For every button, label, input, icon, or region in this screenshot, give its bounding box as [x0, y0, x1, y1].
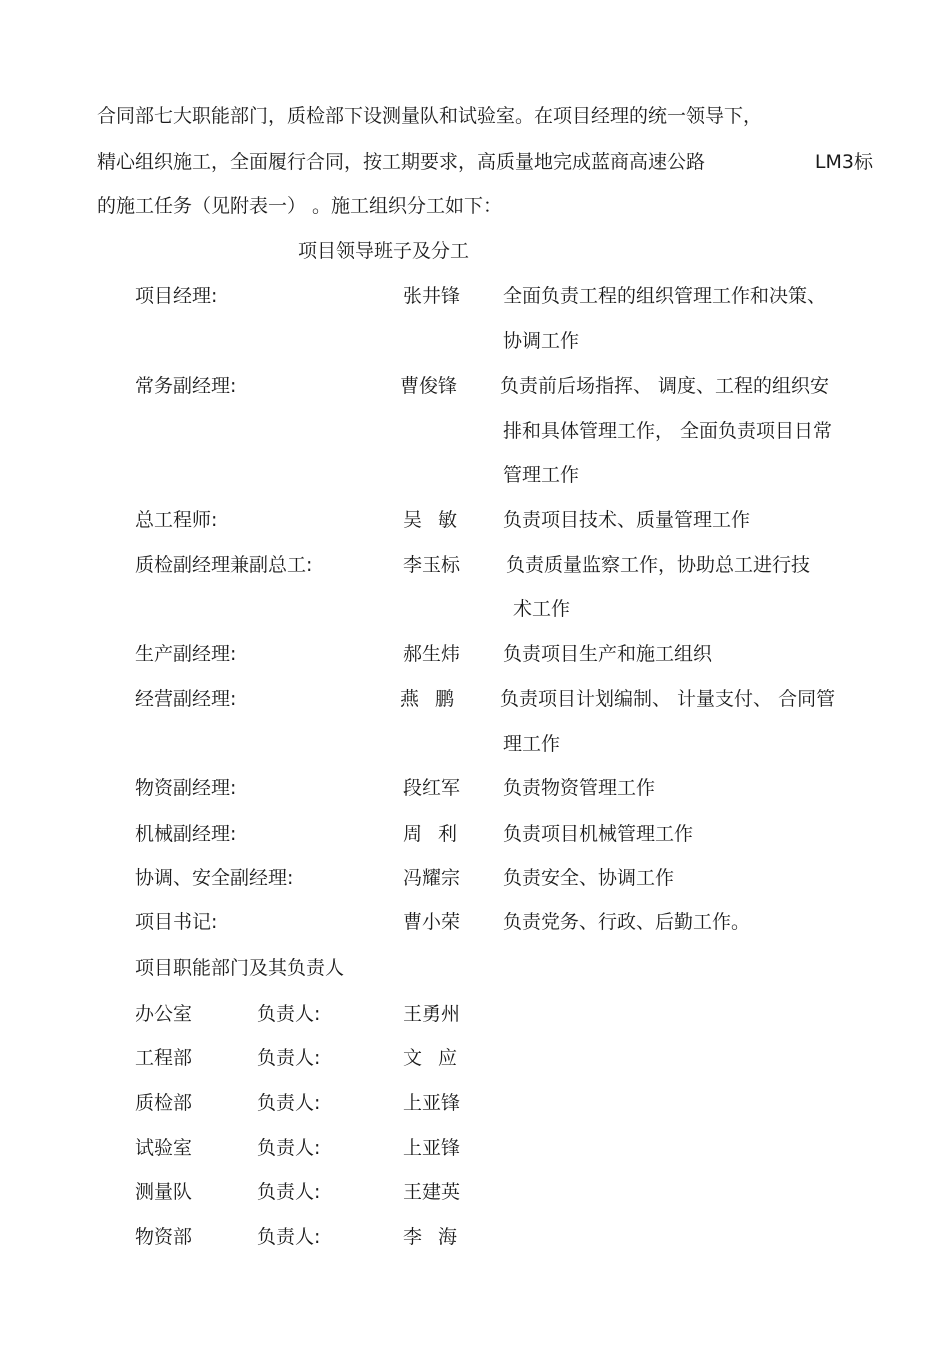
duty-text: 负责质量监察工作，协助总工进行技 [506, 554, 811, 576]
role-label: 经营副经理: [135, 688, 237, 710]
person-name: 张井锋 [403, 285, 461, 307]
duty-text: 负责项目生产和施工组织 [503, 643, 713, 665]
role-label: 物资副经理: [135, 777, 237, 799]
person-name: 段红军 [403, 777, 461, 799]
duty-text: 术工作 [513, 598, 571, 620]
duty-text: 负责项目机械管理工作 [503, 823, 694, 845]
intro-line-2-text: 精心组织施工，全面履行合同，按工期要求，高质量地完成蓝商高速公路 [97, 151, 706, 173]
intro-line-2-tail: LM3标 [814, 151, 873, 173]
person-name: 吴敏 [403, 509, 474, 531]
intro-line-1: 合同部七大职能部门，质检部下设测量队和试验室。在项目经理的统一领导下， [97, 105, 763, 127]
duty-text: 排和具体管理工作， 全面负责项目日常 [503, 420, 833, 442]
dept-name: 办公室 [135, 1003, 193, 1025]
role-label: 项目书记: [135, 911, 218, 933]
duty-text: 协调工作 [503, 330, 580, 352]
person-name: 燕鹏 [400, 688, 471, 710]
role-label: 常务副经理: [135, 375, 237, 397]
role-label: 质检副经理兼副总工: [135, 554, 313, 576]
role-label: 项目经理: [135, 285, 218, 307]
dept-person: 王勇州 [403, 1003, 461, 1025]
role-label: 协调、安全副经理: [135, 867, 294, 889]
intro-line-2 [97, 153, 873, 172]
dept-name: 试验室 [135, 1137, 193, 1159]
duty-text: 负责党务、行政、后勤工作。 [503, 911, 751, 933]
duty-text: 负责项目技术、质量管理工作 [503, 509, 751, 531]
duty-text: 管理工作 [503, 464, 580, 486]
resp-label: 负责人: [257, 1003, 321, 1025]
person-name: 曹小荣 [403, 911, 461, 933]
role-label: 机械副经理: [135, 823, 237, 845]
dept-person: 上亚锋 [403, 1092, 461, 1114]
duty-text: 负责物资管理工作 [503, 777, 656, 799]
person-name: 曹俊锋 [400, 375, 458, 397]
dept-person: 李海 [403, 1226, 474, 1248]
duty-text: 负责前后场指挥、 调度、工程的组织安 [500, 375, 830, 397]
resp-label: 负责人: [257, 1047, 321, 1069]
person-name: 郝生炜 [403, 643, 461, 665]
dept-person: 上亚锋 [403, 1137, 461, 1159]
resp-label: 负责人: [257, 1092, 321, 1114]
person-name: 冯耀宗 [403, 867, 461, 889]
dept-name: 物资部 [135, 1226, 193, 1248]
person-name: 周利 [403, 823, 474, 845]
duty-text: 负责项目计划编制、 计量支付、 合同管 [500, 688, 836, 710]
role-label: 总工程师: [135, 509, 218, 531]
duty-text: 全面负责工程的组织管理工作和决策、 [503, 285, 827, 307]
dept-name: 测量队 [135, 1181, 193, 1203]
dept-person: 王建英 [403, 1181, 461, 1203]
duty-text: 理工作 [503, 733, 561, 755]
role-label: 生产副经理: [135, 643, 237, 665]
dept-name: 工程部 [135, 1047, 193, 1069]
departments-heading: 项目职能部门及其负责人 [135, 957, 345, 979]
intro-line-3: 的施工任务（见附表一） 。施工组织分工如下： [97, 195, 503, 217]
resp-label: 负责人: [257, 1137, 321, 1159]
resp-label: 负责人: [257, 1226, 321, 1248]
leadership-heading: 项目领导班子及分工 [298, 240, 470, 262]
person-name: 李玉标 [403, 554, 461, 576]
resp-label: 负责人: [257, 1181, 321, 1203]
dept-person: 文应 [403, 1047, 474, 1069]
dept-name: 质检部 [135, 1092, 193, 1114]
duty-text: 负责安全、协调工作 [503, 867, 675, 889]
